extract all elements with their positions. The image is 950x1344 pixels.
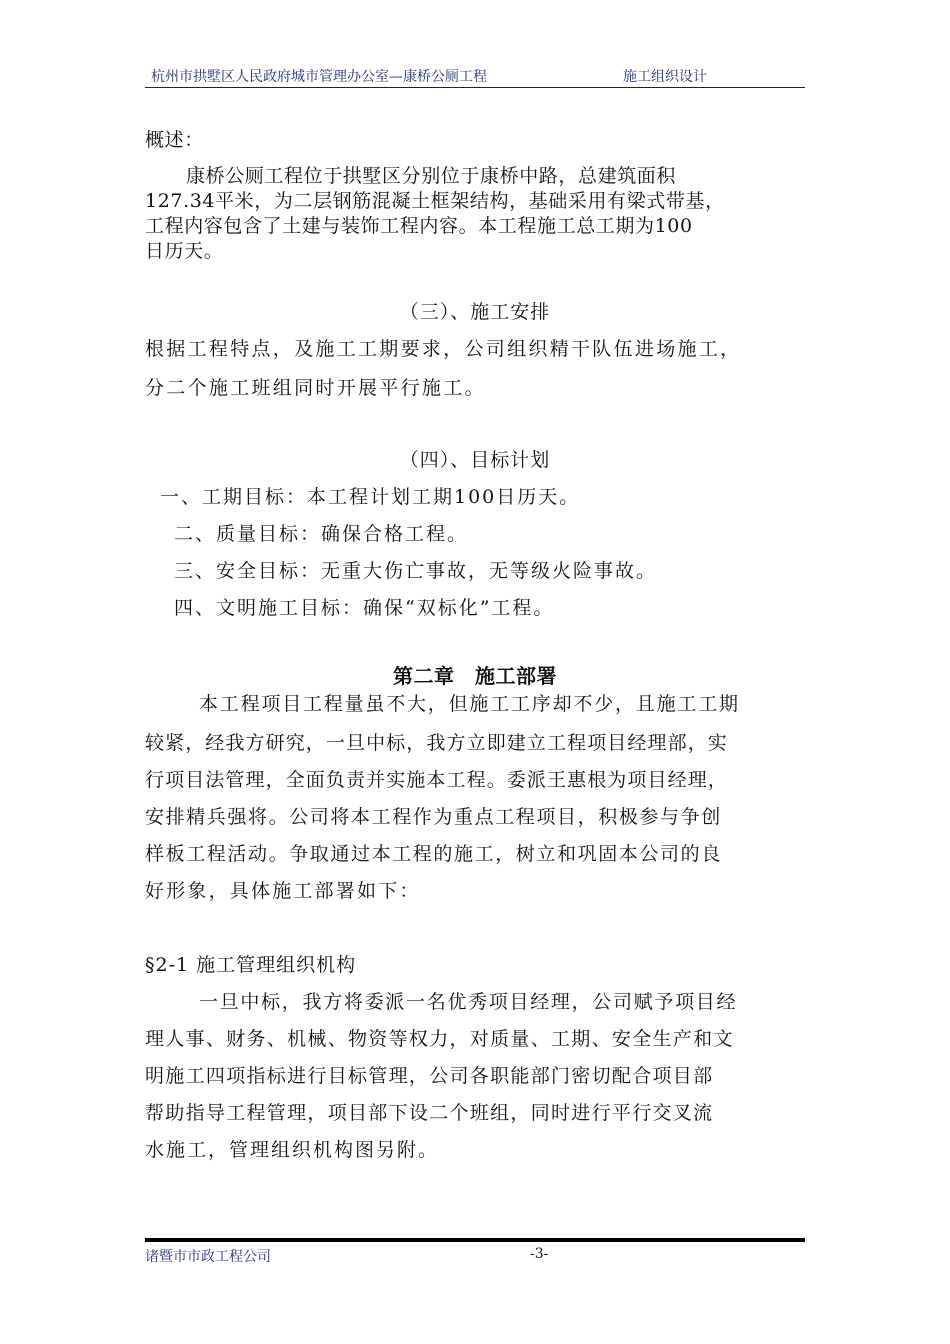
goal-item: 四、文明施工目标：确保“双标化”工程。: [174, 597, 555, 619]
overview-line: 日历天。: [145, 240, 224, 262]
subsection-paragraph-line: 理人事、财务、机械、物资等权力，对质量、工期、安全生产和文: [145, 1028, 734, 1050]
subsection-paragraph-line: 水施工，管理组织机构图另附。: [145, 1139, 440, 1161]
goal-item: 一、工期目标：本工程计划工期100日历天。: [160, 486, 581, 508]
header-document-type: 施工组织设计: [623, 69, 707, 85]
footer-company: 诸暨市市政工程公司: [145, 1249, 271, 1265]
goal-item: 三、安全目标：无重大伤亡事故，无等级火险事故。: [174, 560, 658, 582]
footer-divider: [145, 1238, 805, 1242]
chapter-paragraph-line: 好形象，具体施工部署如下：: [145, 880, 421, 902]
page-number: -3-: [530, 1246, 549, 1262]
section-3-line: 根据工程特点，及施工工期要求，公司组织精干队伍进场施工，: [145, 338, 742, 360]
page-header: [145, 66, 805, 88]
subsection-heading: §2-1 施工管理组织机构: [145, 954, 357, 976]
section-3-line: 分二个施工班组同时开展平行施工。: [145, 377, 486, 399]
chapter-paragraph-line: 行项目法管理，全面负责并实施本工程。委派王惠根为项目经理，: [145, 769, 728, 791]
subsection-paragraph-line: 帮助指导工程管理，项目部下设二个班组，同时进行平行交叉流: [145, 1102, 714, 1124]
section-4-heading: （四）、目标计划: [399, 449, 551, 471]
subsection-paragraph-line: 一旦中标，我方将委派一名优秀项目经理，公司赋予项目经: [199, 991, 738, 1013]
overview-line: 127.34平米，为二层钢筋混凝土框架结构，基础采用有梁式带基，: [145, 190, 725, 212]
overview-line: 康桥公厕工程位于拱墅区分别位于康桥中路，总建筑面积: [186, 165, 677, 187]
subsection-paragraph-line: 明施工四项指标进行目标管理，公司各职能部门密切配合项目部: [145, 1065, 714, 1087]
chapter-title: 第二章 施工部署: [393, 664, 557, 688]
overview-line: 工程内容包含了土建与装饰工程内容。本工程施工总工期为100: [145, 215, 693, 237]
chapter-paragraph-line: 安排精兵强将。公司将本工程作为重点工程项目，积极参与争创: [145, 806, 722, 828]
chapter-paragraph-line: 样板工程活动。争取通过本工程的施工，树立和巩固本公司的良: [145, 843, 722, 865]
header-divider: [145, 87, 805, 88]
header-project-title: 杭州市拱墅区人民政府城市管理办公室—康桥公厕工程: [151, 69, 487, 85]
section-3-heading: （三）、施工安排: [399, 301, 551, 323]
chapter-paragraph-line: 本工程项目工程量虽不大，但施工工序却不少，且施工工期: [199, 693, 740, 715]
overview-label: 概述：: [145, 129, 204, 151]
chapter-paragraph-line: 较紧，经我方研究，一旦中标，我方立即建立工程项目经理部，实: [145, 732, 728, 754]
goal-item: 二、质量目标：确保合格工程。: [174, 523, 469, 545]
